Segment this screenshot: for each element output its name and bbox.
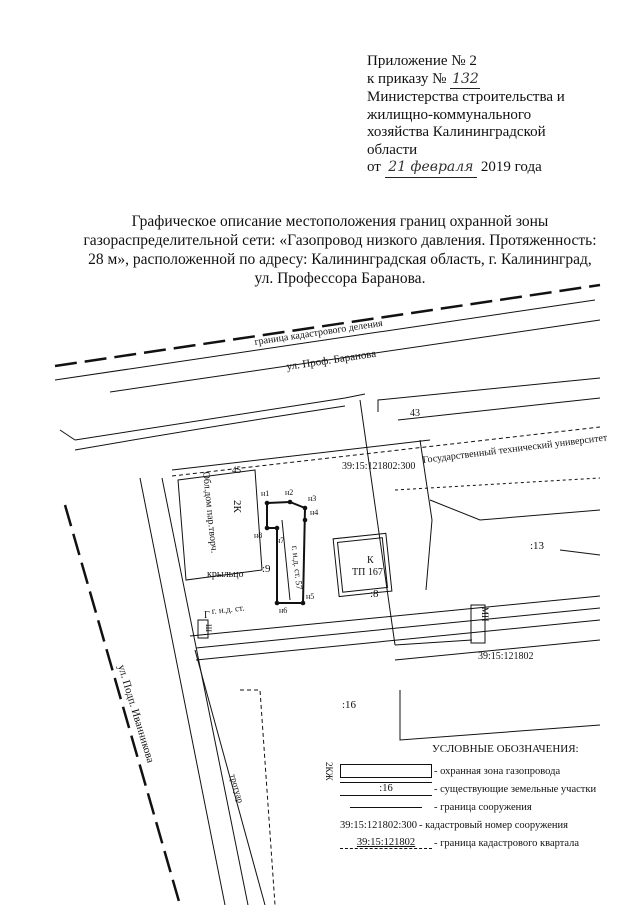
vertex-n1 <box>265 501 270 506</box>
title-line-4: ул. Профессора Баранова. <box>254 270 426 287</box>
title-line-3: 28 м», расположенной по адресу: Калининградская область, г. Калининград, <box>88 251 592 268</box>
label-mark-sh: Ш <box>204 624 213 633</box>
vertex-n2 <box>288 500 293 505</box>
label-building-43: 43 <box>410 408 420 419</box>
label-university: Государственный технический университет <box>422 432 608 466</box>
building-2k-outline <box>178 470 262 580</box>
label-n8: н8 <box>254 531 263 540</box>
vertex-n7 <box>275 526 280 531</box>
label-street-ivannikova: ул. Подп. Иванникова <box>115 663 157 765</box>
label-building-45: 45 <box>232 465 241 475</box>
label-building-2k: 2К <box>231 500 243 513</box>
date-handwritten: 21 февраля <box>385 159 477 178</box>
label-pipe-2: г. н.д. ст. <box>211 602 245 616</box>
label-substation-tp: ТП 167 <box>352 567 383 578</box>
label-parcel-13: :13 <box>530 540 545 552</box>
legend-sample-cad: 39:15:121802:300 <box>340 819 418 831</box>
order-number-handwritten: 132 <box>450 71 480 90</box>
legend-title: УСЛОВНЫЕ ОБОЗНАЧЕНИЯ: <box>432 743 579 755</box>
label-structure-cad: 39:15:121802:300 <box>342 461 416 472</box>
legend-row-structure <box>340 799 532 815</box>
date-suffix: 2019 года <box>480 159 542 175</box>
label-building-desc: Обл.дом пар.творч. <box>200 471 220 554</box>
substation-outline <box>338 538 388 592</box>
legend-row-parcel <box>340 781 596 797</box>
vertex-n3 <box>303 506 308 511</box>
appendix-number: Приложение № 2 <box>367 53 477 69</box>
label-parcel-9: :9 <box>262 563 271 575</box>
label-cadastral-division: граница кадастрового деления <box>253 317 384 348</box>
label-n6: н6 <box>279 606 288 615</box>
vertex-n4 <box>303 518 308 523</box>
legend-text-structure: - граница сооружения <box>434 801 532 813</box>
legend-row-quarter <box>340 835 579 851</box>
label-n1: н1 <box>261 489 270 498</box>
legend-swatch-zone <box>340 764 432 778</box>
legend-swatch-parcel: :16 <box>340 782 432 796</box>
label-n5: н5 <box>306 592 315 601</box>
label-porch: крыльцо <box>207 569 244 580</box>
legend-swatch-structure <box>340 800 432 814</box>
legend-text-quarter: - граница кадастрового квартала <box>434 837 580 849</box>
legend-text-zone: - охранная зона газопровода <box>434 765 561 777</box>
label-substation-k: К <box>367 555 374 566</box>
label-2kzh: 2КЖ <box>324 762 334 781</box>
ministry-line-1: Министерства строительства и <box>367 89 565 105</box>
label-quarter-number: 39:15:121802 <box>478 651 534 662</box>
order-prefix: к приказу № <box>367 70 447 87</box>
legend-row-cad <box>340 817 568 833</box>
label-mark-g: Г <box>204 610 210 621</box>
label-parcel-16: :16 <box>342 699 357 711</box>
label-n7: н7 <box>276 536 285 545</box>
label-n2: н2 <box>285 488 294 497</box>
title-line-2: газораспределительной сети: «Газопровод низкого давления. Протяженность: <box>83 232 597 249</box>
label-pipe: г. н.д. ст. 57 <box>290 545 305 591</box>
label-n4: н4 <box>310 508 319 517</box>
vertex-n8 <box>265 526 270 531</box>
label-sidewalk: тротуар <box>228 772 246 805</box>
label-street-baranova: ул. Проф. Баранова <box>285 347 377 373</box>
title-line-1: Графическое описание местоположения границ охранной зоны <box>131 213 549 230</box>
ministry-line-4: области <box>367 141 418 158</box>
legend-text-cad: - кадастровый номер сооружения <box>419 819 568 831</box>
vertex-n5 <box>301 601 306 606</box>
date-prefix: от <box>367 159 381 175</box>
legend-text-parcel: - существующие земельные участки <box>434 783 597 795</box>
legend-row-zone <box>340 763 560 779</box>
label-mark-mn: МН <box>480 607 490 622</box>
ministry-line-3: хозяйства Калининградской <box>367 124 546 140</box>
label-n3: н3 <box>308 494 317 503</box>
vertex-n6 <box>275 601 280 606</box>
legend-sample-quarter: 39:15:121802 <box>340 837 432 849</box>
ministry-line-2: жилищно-коммунального <box>367 106 532 123</box>
label-parcel-8: :8 <box>370 588 379 600</box>
